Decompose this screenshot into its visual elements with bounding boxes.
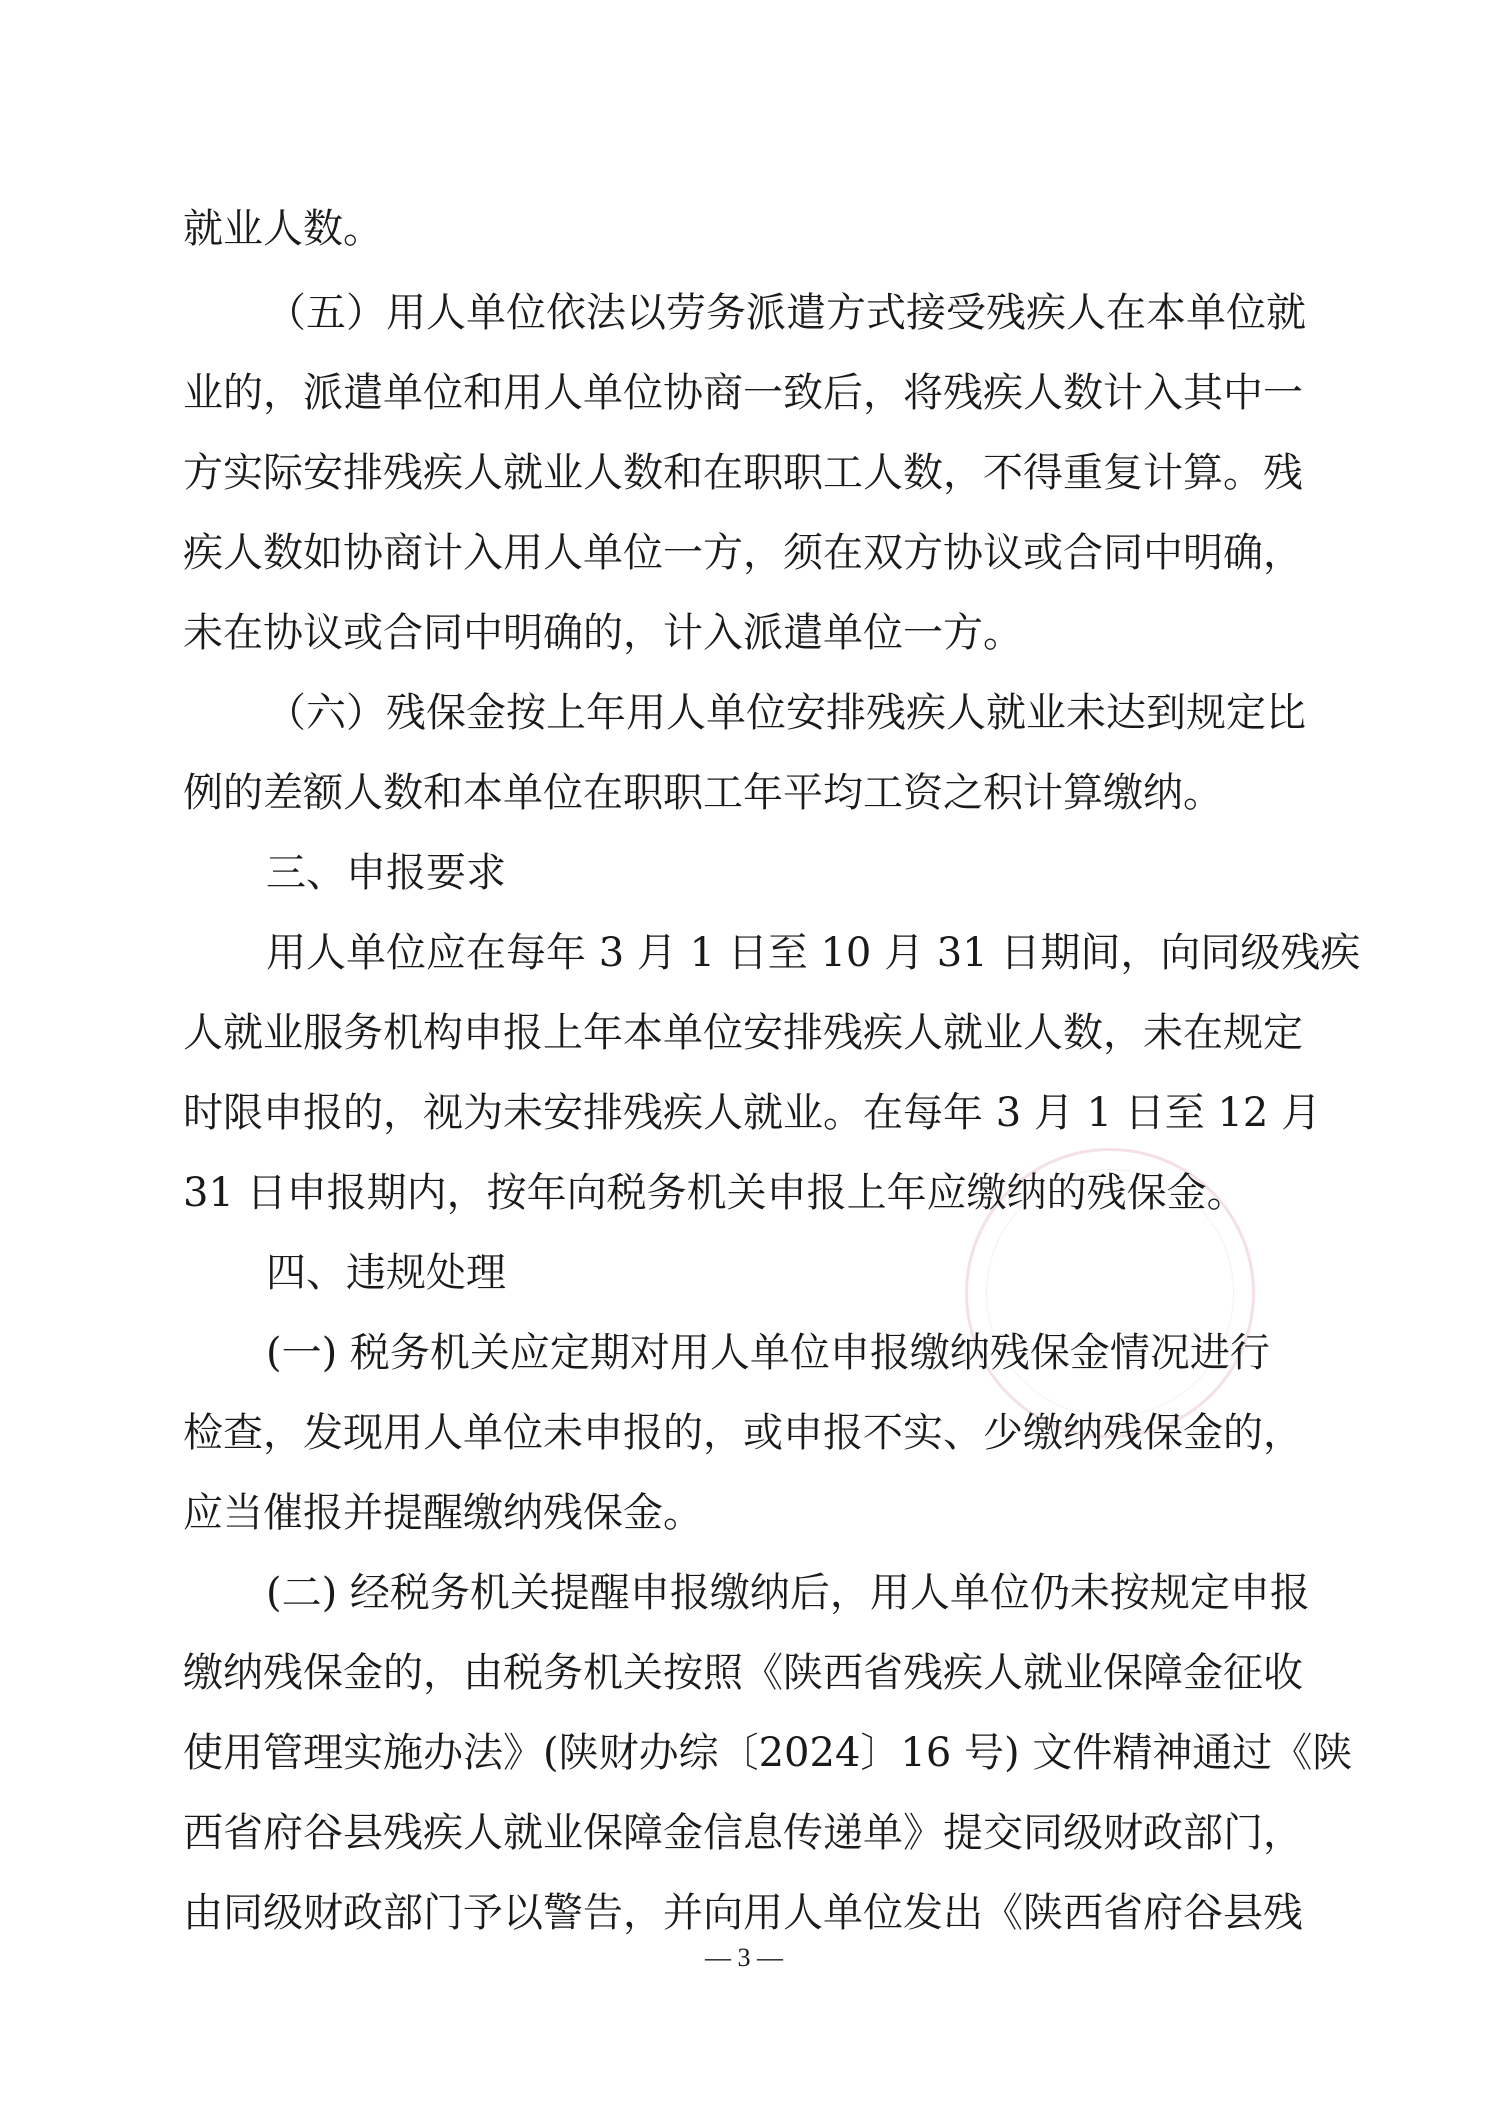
text-line: （六）残保金按上年用人单位安排残疾人就业未达到规定比	[266, 690, 1306, 736]
text-line: 就业人数。	[183, 206, 383, 252]
text-line: 31 日申报期内，按年向税务机关申报上年应缴纳的残保金。	[183, 1170, 1247, 1216]
text-line: 缴纳残保金的，由税务机关按照《陕西省残疾人就业保障金征收	[183, 1650, 1303, 1696]
text-line: 未在协议或合同中明确的，计入派遣单位一方。	[183, 610, 1023, 656]
text-line: 例的差额人数和本单位在职职工年平均工资之积计算缴纳。	[183, 770, 1223, 816]
section-heading: 三、申报要求	[266, 850, 506, 896]
text-line: 检查，发现用人单位未申报的，或申报不实、少缴纳残保金的，	[183, 1410, 1303, 1456]
page-number: — 3 —	[705, 1943, 783, 1972]
text-line: 应当催报并提醒缴纳残保金。	[183, 1490, 703, 1536]
text-line: 由同级财政部门予以警告，并向用人单位发出《陕西省府谷县残	[183, 1890, 1303, 1936]
text-line: （五）用人单位依法以劳务派遣方式接受残疾人在本单位就	[266, 290, 1306, 336]
section-heading: 四、违规处理	[266, 1250, 506, 1296]
text-line: (二) 经税务机关提醒申报缴纳后，用人单位仍未按规定申报	[266, 1570, 1310, 1616]
text-line: 业的，派遣单位和用人单位协商一致后，将残疾人数计入其中一	[183, 370, 1303, 416]
text-line: 时限申报的，视为未安排残疾人就业。在每年 3 月 1 日至 12 月	[183, 1090, 1322, 1136]
text-line: 用人单位应在每年 3 月 1 日至 10 月 31 日期间，向同级残疾	[266, 930, 1361, 976]
text-line: 方实际安排残疾人就业人数和在职职工人数，不得重复计算。残	[183, 450, 1303, 496]
text-line: 疾人数如协商计入用人单位一方，须在双方协议或合同中明确，	[183, 530, 1303, 576]
text-line: (一) 税务机关应定期对用人单位申报缴纳残保金情况进行	[266, 1330, 1270, 1376]
text-line: 使用管理实施办法》(陕财办综〔2024〕16 号) 文件精神通过《陕	[183, 1730, 1353, 1776]
text-line: 人就业服务机构申报上年本单位安排残疾人就业人数，未在规定	[183, 1010, 1303, 1056]
text-line: 西省府谷县残疾人就业保障金信息传递单》提交同级财政部门，	[183, 1810, 1303, 1856]
